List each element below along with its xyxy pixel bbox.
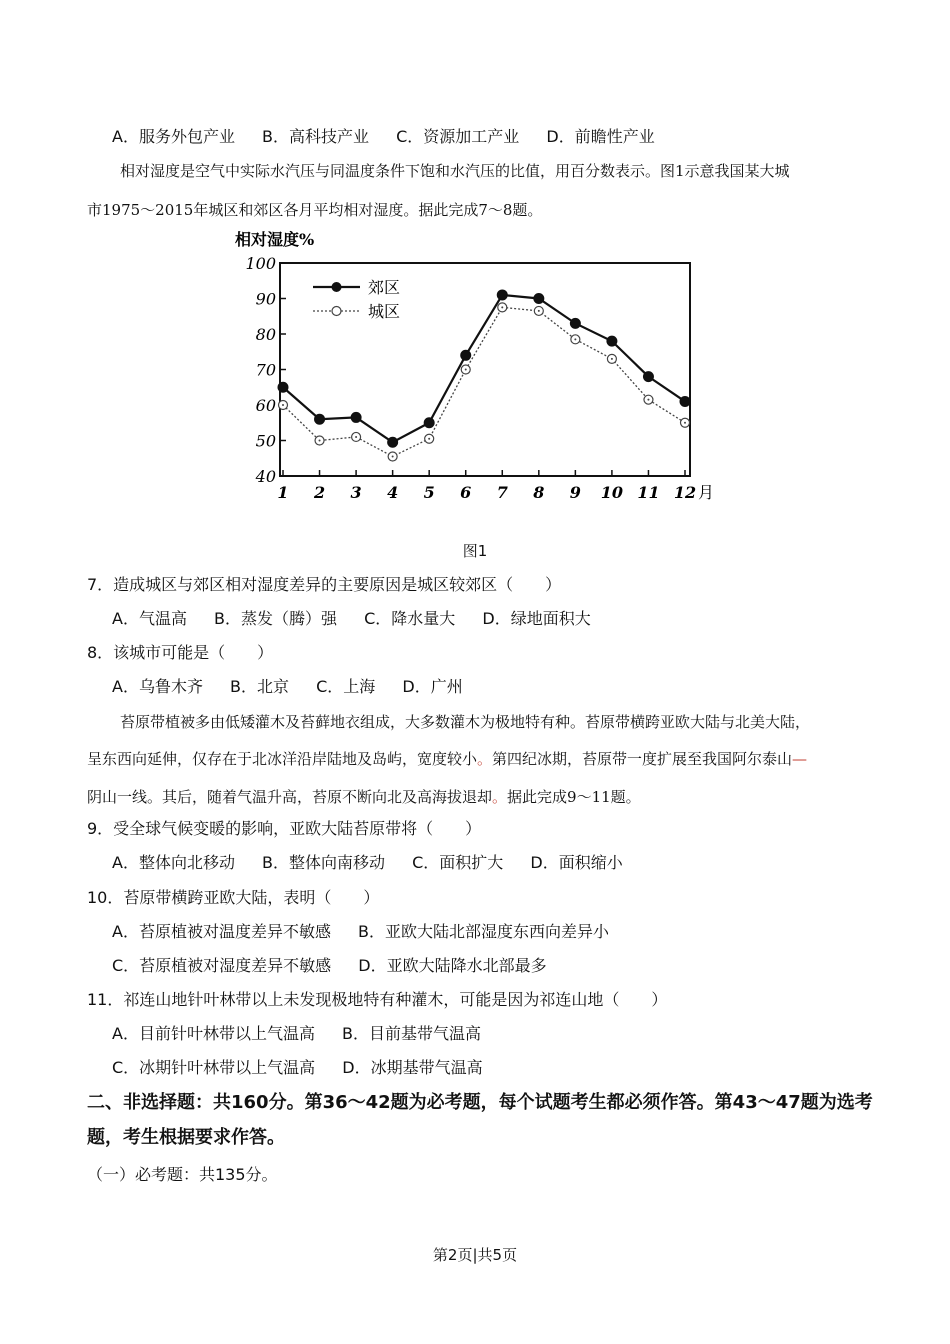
q11-options-row1 xyxy=(112,1023,503,1045)
q9-options xyxy=(112,852,645,874)
q6-option-d: D．前瞻性产业 xyxy=(546,127,655,146)
x-unit-label: 月 xyxy=(698,483,715,502)
q6-option-b: B．高科技产业 xyxy=(262,127,370,146)
data-point-center xyxy=(319,440,321,442)
legend-marker-1 xyxy=(332,307,341,316)
x-tick-label: 6 xyxy=(460,483,472,502)
y-tick-label: 90 xyxy=(255,289,276,309)
q10-options-row1 xyxy=(112,921,631,943)
data-point-center xyxy=(465,369,467,371)
legend-marker-0 xyxy=(332,282,342,292)
data-point xyxy=(424,418,434,428)
q10-option-a: A．苔原植被对温度差异不敏感 xyxy=(112,922,331,941)
q11-option-d: D．冰期基带气温高 xyxy=(342,1058,483,1077)
data-point-center xyxy=(355,436,357,438)
section2-subheading: （一）必考题：共135分。 xyxy=(87,1165,278,1184)
x-tick-label: 4 xyxy=(387,483,399,502)
q8-options xyxy=(112,676,485,698)
y-tick-label: 100 xyxy=(245,254,276,273)
q9-option-a: A．整体向北移动 xyxy=(112,853,235,872)
y-tick-label: 40 xyxy=(255,467,276,486)
data-point-center xyxy=(501,306,503,308)
data-point-center xyxy=(428,438,430,440)
x-tick-label: 12 xyxy=(673,483,697,502)
y-tick-label: 80 xyxy=(255,325,276,344)
data-point-center xyxy=(392,455,394,457)
x-tick-label: 7 xyxy=(496,483,508,502)
x-tick-label: 11 xyxy=(637,483,660,502)
intro2-line2 xyxy=(87,748,807,770)
q8-option-a: A．乌鲁木齐 xyxy=(112,677,203,696)
q9-option-b: B．整体向南移动 xyxy=(262,853,386,872)
q10-option-c: C．苔原植被对湿度差异不敏感 xyxy=(112,956,332,975)
q11-options-row2 xyxy=(112,1057,505,1079)
x-tick-label: 2 xyxy=(313,483,326,502)
q6-option-c: C．资源加工产业 xyxy=(396,127,520,146)
x-tick-label: 8 xyxy=(533,483,545,502)
data-point-center xyxy=(611,358,613,360)
chart-ylabel: 相对湿度% xyxy=(235,230,315,249)
data-point xyxy=(497,290,507,300)
data-point-center xyxy=(538,310,540,312)
section2-heading-line1: 二、非选择题：共160分。第36～42题为必考题，每个试题考生都必须作答。第43～47题为选考 xyxy=(87,1092,873,1113)
section2-heading-line2: 题，考生根据要求作答。 xyxy=(87,1127,285,1148)
data-point-center xyxy=(684,422,686,424)
q8-option-b: B．北京 xyxy=(230,677,290,696)
intro2-line2-c: 第四纪冰期，苔原带一度扩展至我国阿尔泰山 xyxy=(492,750,793,768)
data-point-center xyxy=(574,338,576,340)
data-point xyxy=(461,350,471,360)
q8-option-d: D．广州 xyxy=(402,677,463,696)
q7-option-b: B．蒸发（腾）强 xyxy=(214,609,338,628)
data-point xyxy=(351,412,361,422)
x-tick-label: 5 xyxy=(423,483,435,502)
legend-label-1: 城区 xyxy=(368,302,401,321)
legend-label-0: 郊区 xyxy=(368,278,401,297)
y-tick-label: 50 xyxy=(255,431,276,451)
q7-option-a: A．气温高 xyxy=(112,609,187,628)
q10-stem: 10．苔原带横跨亚欧大陆，表明（ ） xyxy=(87,888,380,907)
intro2-line3-a: 阴山一线。其后，随着气温升高，苔原不断向北及高海拔退却 xyxy=(87,788,493,806)
data-point xyxy=(570,318,580,328)
page-footer: 第2页|共5页 xyxy=(432,1246,518,1264)
figure-caption: 图1 xyxy=(462,542,488,560)
intro1-line1: 相对湿度是空气中实际水汽压与同温度条件下饱和水汽压的比值，用百分数表示。图1示意我国某大城 xyxy=(120,162,790,180)
intro2-line2-period: 。 xyxy=(477,750,493,768)
series-line-0 xyxy=(283,295,685,442)
q6-options xyxy=(112,126,677,148)
x-tick-label: 3 xyxy=(350,483,362,502)
q7-stem: 7．造成城区与郊区相对湿度差异的主要原因是城区较郊区（ ） xyxy=(87,575,562,594)
x-tick-label: 1 xyxy=(277,483,289,502)
data-point-center xyxy=(647,399,649,401)
humidity-chart xyxy=(225,225,725,510)
data-point xyxy=(607,336,617,346)
q9-option-c: C．面积扩大 xyxy=(412,853,504,872)
data-point xyxy=(680,396,690,406)
q7-option-d: D．绿地面积大 xyxy=(482,609,591,628)
data-point xyxy=(643,372,653,382)
data-point-center xyxy=(282,404,284,406)
intro2-line2-dash: — xyxy=(792,750,808,768)
data-point xyxy=(534,294,544,304)
x-tick-label: 10 xyxy=(600,483,624,502)
q10-option-d: D．亚欧大陆降水北部最多 xyxy=(358,956,547,975)
q11-option-c: C．冰期针叶林带以上气温高 xyxy=(112,1058,316,1077)
data-point xyxy=(278,382,288,392)
intro1-line2: 市1975～2015年城区和郊区各月平均相对湿度。据此完成7～8题。 xyxy=(87,201,543,219)
data-point xyxy=(388,437,398,447)
data-point xyxy=(315,414,325,424)
q8-stem: 8．该城市可能是（ ） xyxy=(87,643,274,662)
intro2-line3-period: 。 xyxy=(492,788,508,806)
y-tick-label: 70 xyxy=(255,360,276,380)
q11-stem: 11．祁连山地针叶林带以上未发现极地特有种灌木，可能是因为祁连山地（ ） xyxy=(87,990,668,1009)
intro2-line3 xyxy=(87,786,641,808)
y-tick-label: 60 xyxy=(255,396,276,415)
q9-option-d: D．面积缩小 xyxy=(530,853,623,872)
plot-frame xyxy=(280,263,690,476)
q11-option-a: A．目前针叶林带以上气温高 xyxy=(112,1024,315,1043)
x-tick-label: 9 xyxy=(569,483,581,502)
intro2-line1: 苔原带植被多由低矮灌木及苔藓地衣组成，大多数灌木为极地特有种。苔原带横跨亚欧大陆与北美大陆， xyxy=(120,713,811,731)
q7-option-c: C．降水量大 xyxy=(364,609,456,628)
q6-option-a: A．服务外包产业 xyxy=(112,127,235,146)
intro2-line3-c: 据此完成9～11题。 xyxy=(507,788,641,806)
q9-stem: 9．受全球气候变暖的影响，亚欧大陆苔原带将（ ） xyxy=(87,819,482,838)
q7-options xyxy=(112,608,613,630)
q8-option-c: C．上海 xyxy=(316,677,376,696)
q10-option-b: B．亚欧大陆北部湿度东西向差异小 xyxy=(358,922,610,941)
q10-options-row2 xyxy=(112,955,569,977)
series-line-1 xyxy=(283,307,685,456)
intro2-line2-a: 呈东西向延伸，仅存在于北冰洋沿岸陆地及岛屿，宽度较小 xyxy=(87,750,478,768)
q11-option-b: B．目前基带气温高 xyxy=(342,1024,482,1043)
